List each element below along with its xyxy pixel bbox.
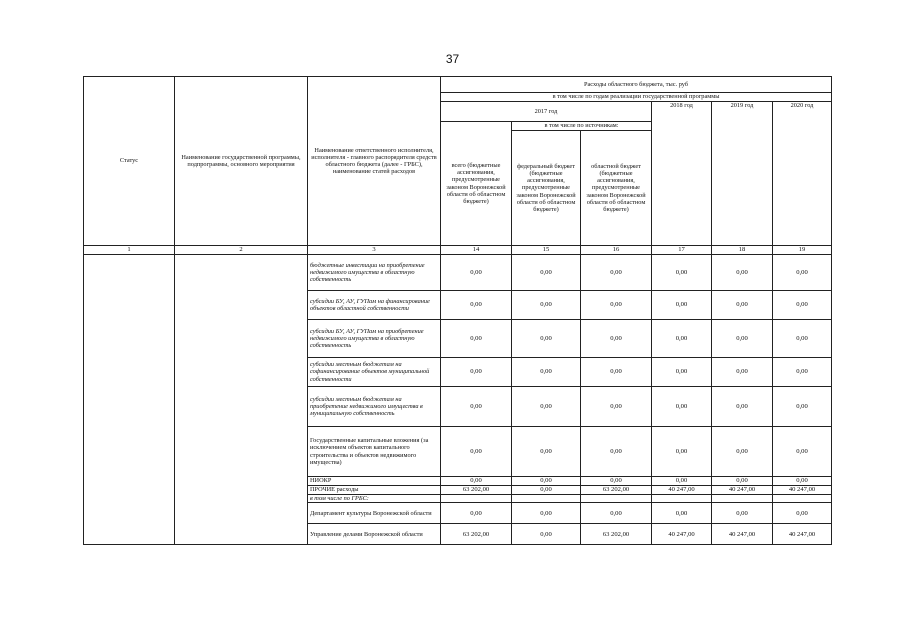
value-cell: 0,00 [581,477,652,486]
value-cell: 40 247,00 [652,486,712,495]
value-cell: 0,00 [712,358,773,387]
header-total: всего (бюджетные ассигнования, предусмотренные законом Воронежской области об областном бюджете) [441,122,512,246]
value-cell: 63 202,00 [581,486,652,495]
program-cell [175,255,308,545]
value-cell: 0,00 [652,387,712,427]
value-cell: 0,00 [581,427,652,477]
table-row [84,255,832,291]
row-name: в том числе по ГРБС: [308,495,441,503]
header-year-2018: 2018 год [652,102,712,246]
value-cell: 0,00 [773,320,832,358]
status-cell [84,255,175,545]
value-cell [773,495,832,503]
col-number: 16 [581,246,652,255]
value-cell: 0,00 [581,291,652,320]
value-cell: 0,00 [712,255,773,291]
value-cell: 0,00 [652,358,712,387]
value-cell: 0,00 [652,477,712,486]
value-cell: 0,00 [773,387,832,427]
value-cell: 63 202,00 [441,486,512,495]
page-number: 37 [445,52,460,66]
header-executor: Наименование ответственного исполнителя, исполнителя - главного распорядителя средств областного бюджета (далее - ГРБС), наименование статей расходов [308,77,441,246]
value-cell: 0,00 [773,503,832,524]
value-cell: 0,00 [581,320,652,358]
row-name: субсидии местным бюджетам на приобретение недвижимого имущества в муниципальную собственность [308,387,441,427]
header-year-2020: 2020 год [773,102,832,246]
value-cell [512,495,581,503]
value-cell: 0,00 [773,358,832,387]
row-name: бюджетные инвестиции на приобретение недвижимого имущества в областную собственность [308,255,441,291]
header-program: Наименование государственной программы, подпрограммы, основного мероприятия [175,77,308,246]
value-cell: 0,00 [712,291,773,320]
value-cell [712,495,773,503]
value-cell: 40 247,00 [712,524,773,545]
value-cell: 0,00 [581,358,652,387]
value-cell: 0,00 [652,255,712,291]
header-expenses: Расходы областного бюджета, тыс. руб [441,77,832,93]
value-cell: 0,00 [581,387,652,427]
value-cell: 0,00 [712,477,773,486]
value-cell: 0,00 [712,320,773,358]
value-cell: 0,00 [712,387,773,427]
row-name: НИОКР [308,477,441,486]
header-regional: областной бюджет (бюджетные ассигнования, предусмотренные законом Воронежской области об областном бюджете) [581,131,652,246]
value-cell: 0,00 [512,524,581,545]
value-cell: 40 247,00 [773,524,832,545]
row-name: Управление делами Воронежской области [308,524,441,545]
value-cell: 63 202,00 [441,524,512,545]
value-cell [441,495,512,503]
value-cell: 0,00 [773,291,832,320]
value-cell: 0,00 [773,255,832,291]
col-number: 19 [773,246,832,255]
value-cell: 0,00 [512,427,581,477]
value-cell: 0,00 [773,477,832,486]
value-cell: 0,00 [512,477,581,486]
header-year-2019: 2019 год [712,102,773,246]
value-cell: 0,00 [441,427,512,477]
header-status: Статус [84,77,175,246]
value-cell: 0,00 [712,427,773,477]
value-cell: 0,00 [652,503,712,524]
header-by-years: в том числе по годам реализации государственной программы [441,93,832,102]
value-cell: 0,00 [512,387,581,427]
value-cell: 0,00 [441,291,512,320]
value-cell: 0,00 [441,320,512,358]
value-cell: 0,00 [512,358,581,387]
row-name: Государственные капитальные вложения (за исключением объектов капитального строительства и объектов недвижимого имущества) [308,427,441,477]
value-cell: 0,00 [441,387,512,427]
value-cell [581,495,652,503]
col-number: 18 [712,246,773,255]
header-federal: федеральный бюджет (бюджетные ассигнования, предусмотренные законом Воронежской области об областном бюджете) [512,131,581,246]
value-cell: 0,00 [441,255,512,291]
row-name: субсидии БУ, АУ, ГУПам на финансирование объектов областной собственности [308,291,441,320]
value-cell: 0,00 [652,427,712,477]
row-name: субсидии местным бюджетам на софинансирование объектов муниципальной собственности [308,358,441,387]
budget-table [83,76,832,545]
col-number: 2 [175,246,308,255]
value-cell: 0,00 [512,255,581,291]
value-cell: 63 202,00 [581,524,652,545]
value-cell: 0,00 [512,291,581,320]
row-name: ПРОЧИЕ расходы [308,486,441,495]
col-number: 1 [84,246,175,255]
value-cell: 0,00 [652,320,712,358]
value-cell [652,495,712,503]
value-cell: 0,00 [512,486,581,495]
col-number: 3 [308,246,441,255]
value-cell: 0,00 [441,477,512,486]
value-cell: 40 247,00 [712,486,773,495]
value-cell: 0,00 [652,291,712,320]
value-cell: 0,00 [773,427,832,477]
col-number: 14 [441,246,512,255]
header-by-sources: в том числе по источникам: [512,122,652,131]
value-cell: 40 247,00 [652,524,712,545]
header-year-2017: 2017 год [441,102,652,122]
value-cell: 0,00 [712,503,773,524]
row-name: Департамент культуры Воронежской области [308,503,441,524]
value-cell: 0,00 [441,503,512,524]
value-cell: 40 247,00 [773,486,832,495]
col-number: 17 [652,246,712,255]
value-cell: 0,00 [512,503,581,524]
value-cell: 0,00 [581,503,652,524]
col-number: 15 [512,246,581,255]
value-cell: 0,00 [581,255,652,291]
row-name: субсидии БУ, АУ, ГУПам на приобретение недвижимого имущества в областную собственность [308,320,441,358]
value-cell: 0,00 [441,358,512,387]
value-cell: 0,00 [512,320,581,358]
